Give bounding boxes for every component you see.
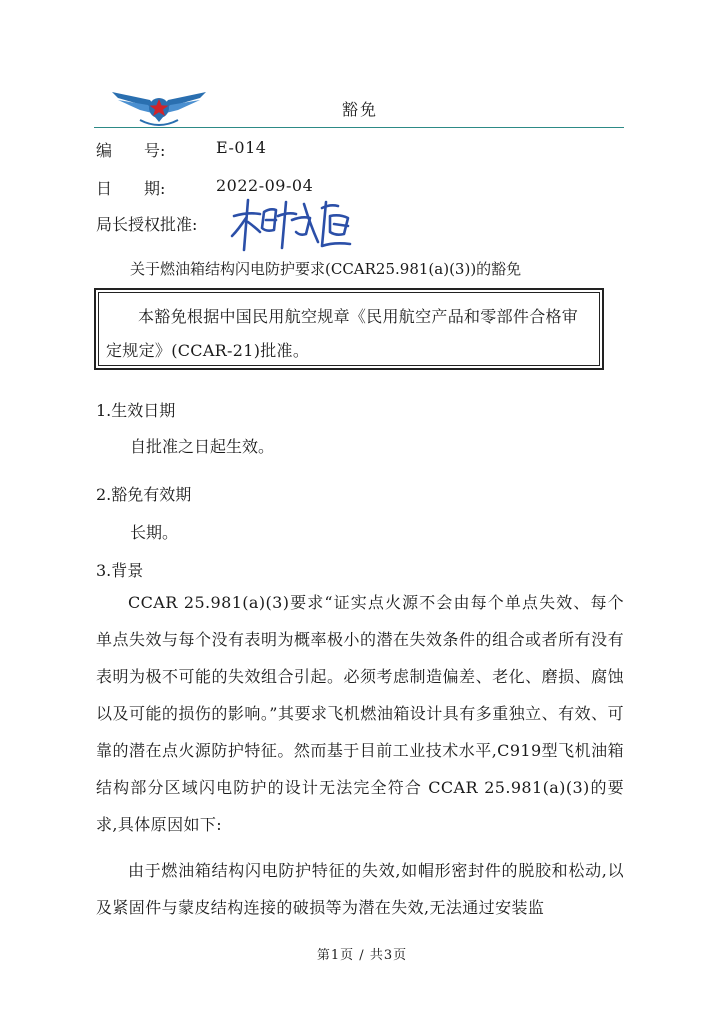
section-heading-effective-date: 1.生效日期 — [96, 401, 176, 420]
page-number: 第1页 / 共3页 — [316, 948, 408, 963]
section-heading-background: 3.背景 — [96, 561, 144, 580]
handwritten-signature — [226, 194, 364, 254]
approval-notice-text: 本豁免根据中国民用航空规章《民用航空产品和零部件合格审定规定》(CCAR-21)批准。 — [106, 307, 579, 360]
document-number-row — [96, 138, 267, 161]
document-number-value: E-014 — [216, 138, 267, 157]
section-body-validity: 长期。 — [130, 523, 179, 542]
caac-logo-icon — [110, 86, 208, 130]
approval-notice-box — [94, 288, 604, 370]
approval-row — [96, 212, 197, 235]
header-divider — [94, 127, 624, 128]
background-paragraph-1: CCAR 25.981(a)(3)要求“证实点火源不会由每个单点失效、每个单点失效与每个没有表明为概率极小的潜在失效条件的组合或者所有没有表明为极不可能的失效组合引起。必须考虑制造偏差、老化、磨损、腐蚀以及可能的损伤的影响。”其要求飞机燃油箱设计具有多重独立、有效、可靠的潜在点火源防护特征。然而基于目前工业技术水平,C919型飞机油箱结构部分区域闪电防护的设计无法完全符合 CCAR 25.981(a)(3)的要求,具体原因如下: — [96, 593, 624, 834]
section-heading-validity: 2.豁免有效期 — [96, 485, 192, 504]
document-date-row — [96, 176, 314, 199]
document-date-value: 2022-09-04 — [216, 176, 314, 195]
document-date-label: 日 期: — [96, 179, 166, 198]
background-paragraph-2: 由于燃油箱结构闪电防护特征的失效,如帽形密封件的脱胶和松动,以及紧固件与蒙皮结构连接的破损等为潜在失效,无法通过安装监 — [96, 861, 624, 917]
document-number-label: 编 号: — [96, 141, 166, 160]
section-body-effective-date: 自批准之日起生效。 — [130, 437, 275, 456]
document-type-title: 豁免 — [341, 100, 378, 119]
approval-label: 局长授权批准: — [96, 215, 198, 234]
document-title: 关于燃油箱结构闪电防护要求(CCAR25.981(a)(3))的豁免 — [130, 260, 522, 278]
